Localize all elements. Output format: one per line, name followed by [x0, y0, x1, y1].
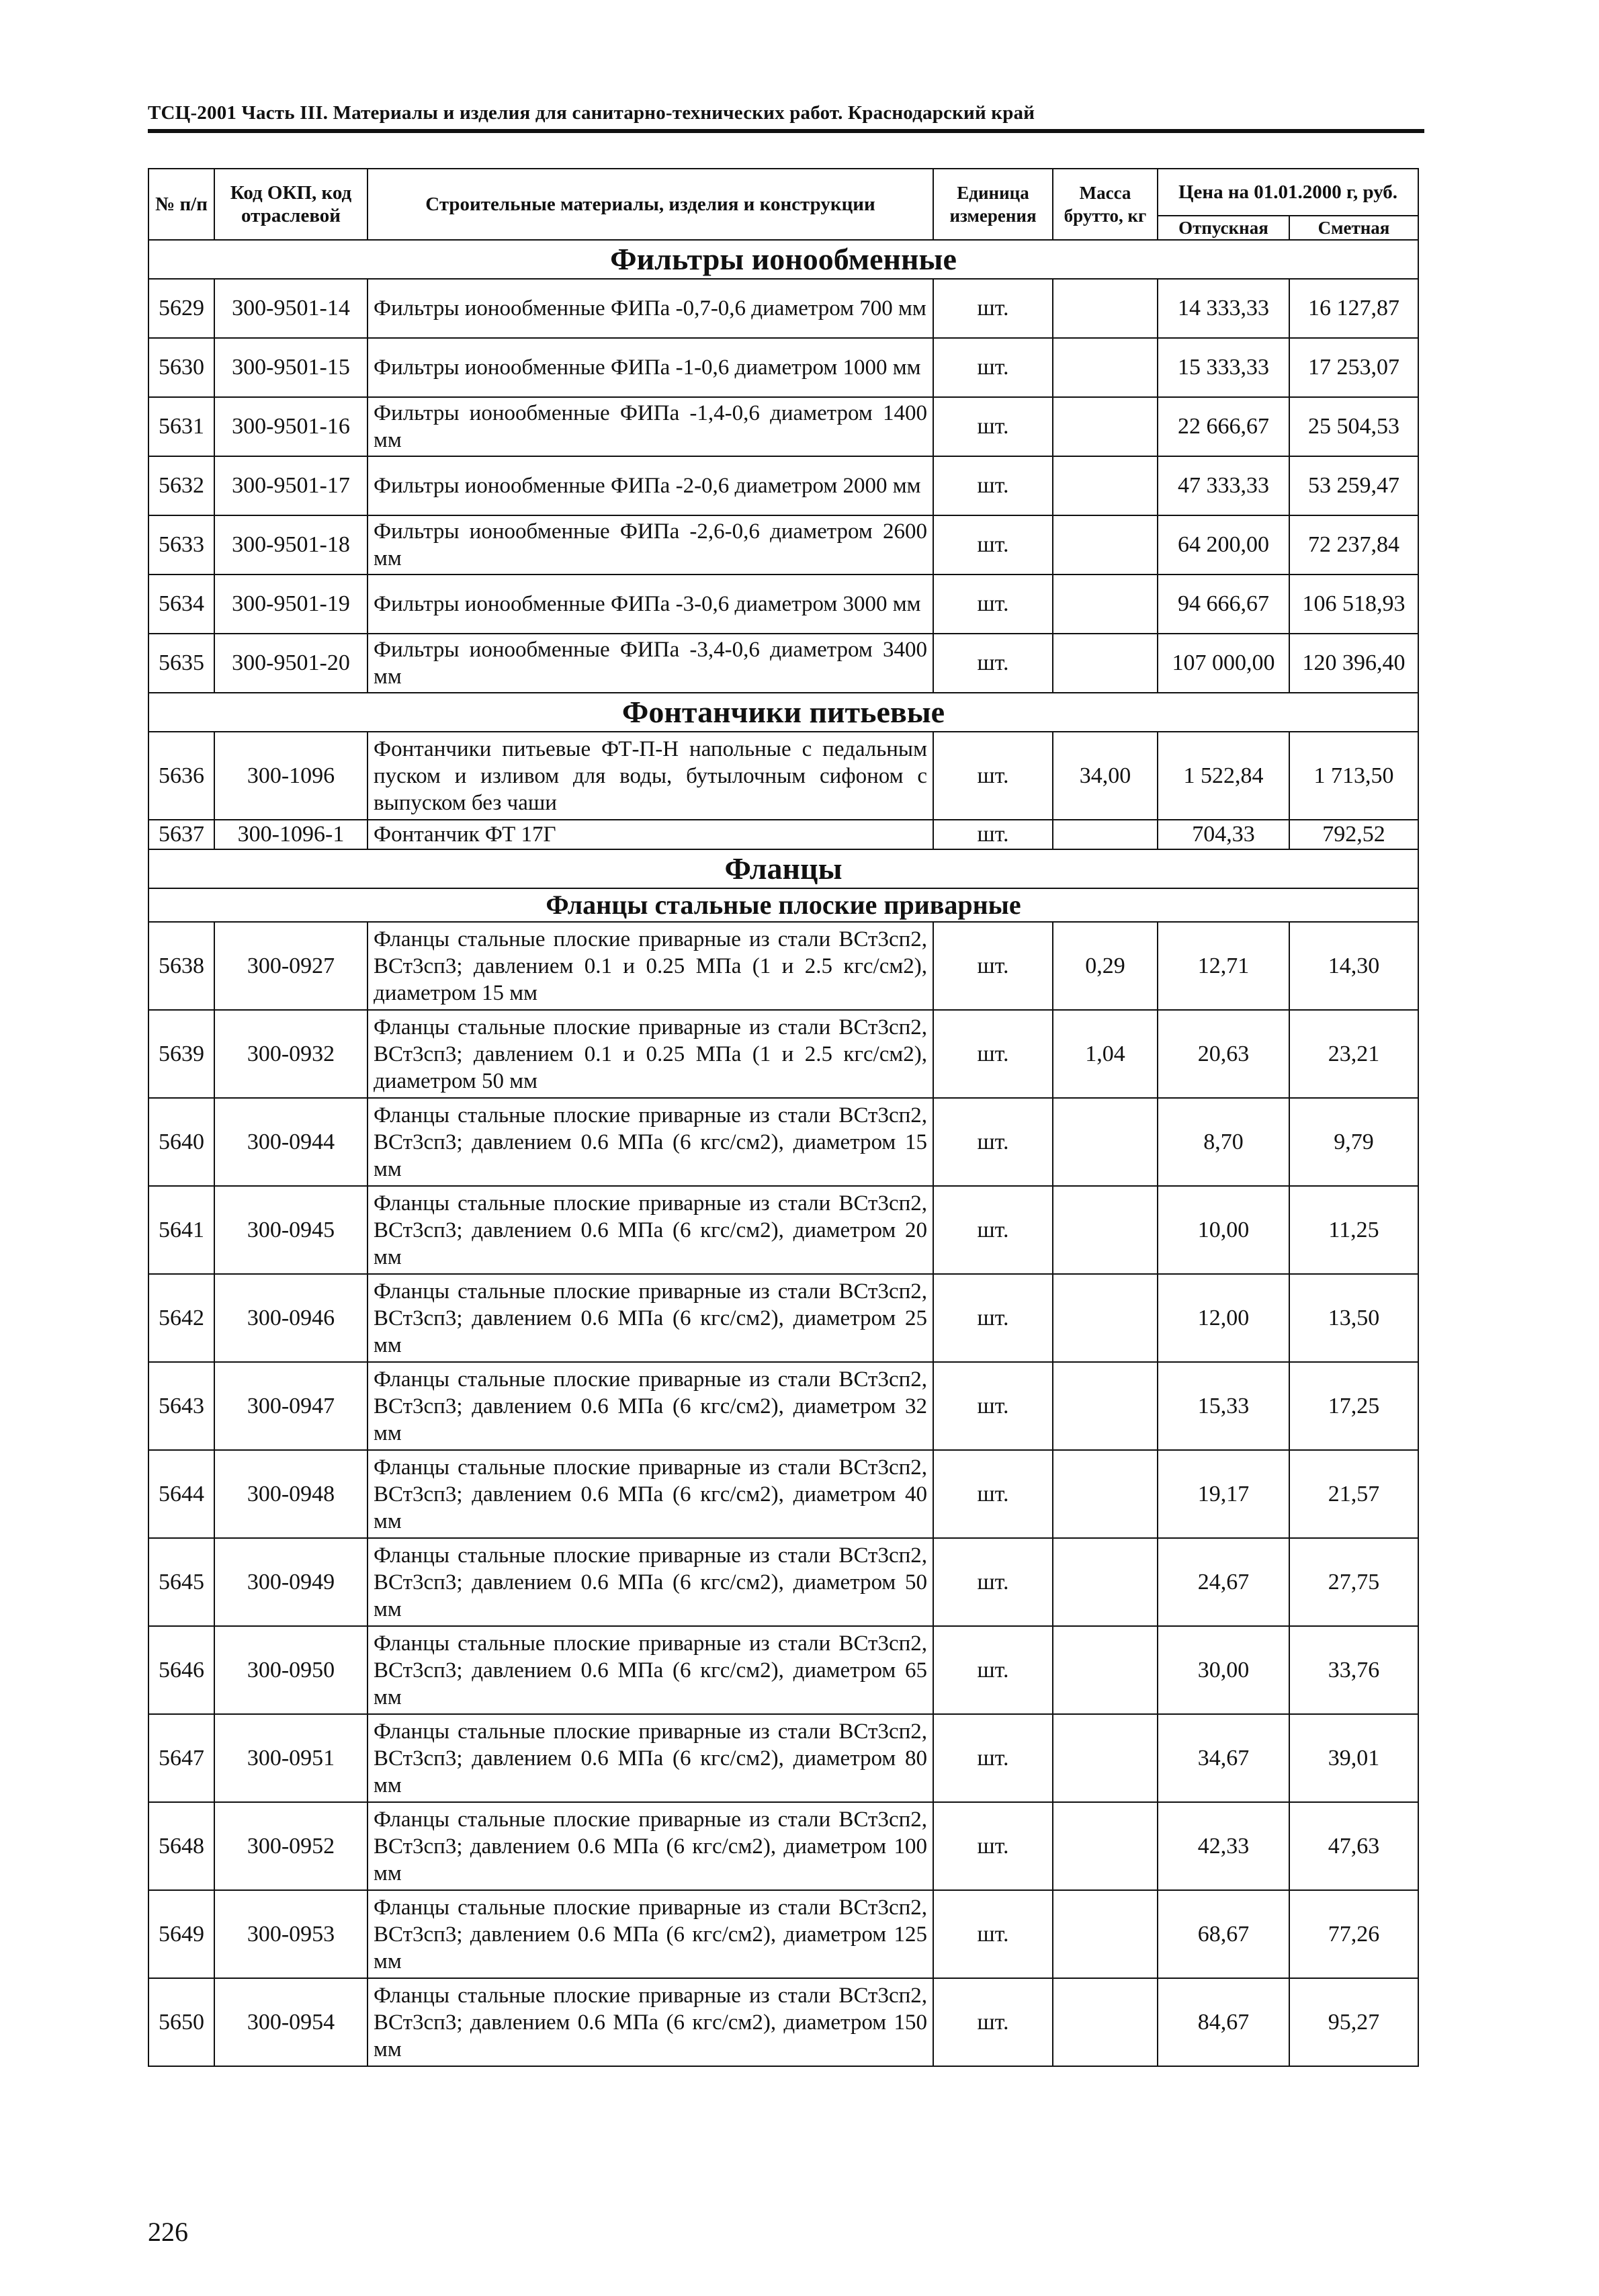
row-price: 14 333,33: [1158, 279, 1289, 338]
row-mass: [1053, 279, 1158, 338]
table-row: [148, 397, 1418, 456]
row-description: Фланцы стальные плоские приварные из стали ВСт3сп2, ВСт3сп3; давлением 0.6 МПа (6 кгс/см2), диаметром 80 мм: [368, 1714, 933, 1802]
row-unit: шт.: [933, 1978, 1053, 2066]
row-unit: шт.: [933, 1890, 1053, 1978]
row-price: 107 000,00: [1158, 634, 1289, 693]
row-mass: [1053, 1186, 1158, 1274]
table-row: [148, 820, 1418, 849]
row-number: 5633: [148, 515, 214, 575]
row-description: Фланцы стальные плоские приварные из стали ВСт3сп2, ВСт3сп3; давлением 0.6 МПа (6 кгс/см2), диаметром 40 мм: [368, 1450, 933, 1538]
row-code: 300-0951: [214, 1714, 368, 1802]
row-unit: шт.: [933, 922, 1053, 1010]
row-description: Фильтры ионообменные ФИПа -3-0,6 диаметром 3000 мм: [368, 575, 933, 634]
row-description: Фланцы стальные плоские приварные из стали ВСт3сп2, ВСт3сп3; давлением 0.6 МПа (6 кгс/см2), диаметром 25 мм: [368, 1274, 933, 1362]
row-number: 5648: [148, 1802, 214, 1890]
table-row: [148, 1098, 1418, 1186]
row-description: Фильтры ионообменные ФИПа -2,6-0,6 диаметром 2600 мм: [368, 515, 933, 575]
row-description: Фланцы стальные плоские приварные из стали ВСт3сп2, ВСт3сп3; давлением 0.6 МПа (6 кгс/см2), диаметром 65 мм: [368, 1626, 933, 1714]
col-header-mass: Масса брутто, кг: [1053, 169, 1158, 240]
row-mass: [1053, 1538, 1158, 1626]
row-mass: [1053, 1098, 1158, 1186]
row-price: 12,71: [1158, 922, 1289, 1010]
row-unit: шт.: [933, 1626, 1053, 1714]
row-number: 5643: [148, 1362, 214, 1450]
row-price: 15 333,33: [1158, 338, 1289, 397]
row-estimate: 792,52: [1289, 820, 1418, 849]
section-title: Фильтры ионообменные: [148, 240, 1418, 279]
page-number: 226: [148, 2217, 188, 2247]
row-estimate: 39,01: [1289, 1714, 1418, 1802]
row-price: 68,67: [1158, 1890, 1289, 1978]
row-estimate: 53 259,47: [1289, 456, 1418, 515]
row-code: 300-0947: [214, 1362, 368, 1450]
row-number: 5636: [148, 732, 214, 820]
row-price: 19,17: [1158, 1450, 1289, 1538]
row-unit: шт.: [933, 1714, 1053, 1802]
table-row: [148, 922, 1418, 1010]
row-description: Фланцы стальные плоские приварные из стали ВСт3сп2, ВСт3сп3; давлением 0.1 и 0.25 МПа (1 и 2.5 кгс/см2), диаметром 15 мм: [368, 922, 933, 1010]
row-estimate: 77,26: [1289, 1890, 1418, 1978]
row-price: 15,33: [1158, 1362, 1289, 1450]
row-estimate: 120 396,40: [1289, 634, 1418, 693]
row-code: 300-0953: [214, 1890, 368, 1978]
row-number: 5640: [148, 1098, 214, 1186]
row-code: 300-0954: [214, 1978, 368, 2066]
row-unit: шт.: [933, 515, 1053, 575]
row-code: 300-9501-19: [214, 575, 368, 634]
row-mass: [1053, 338, 1158, 397]
row-code: 300-9501-17: [214, 456, 368, 515]
row-estimate: 25 504,53: [1289, 397, 1418, 456]
section-header: [148, 849, 1418, 888]
row-code: 300-0948: [214, 1450, 368, 1538]
row-description: Фонтанчики питьевые ФТ-П-Н напольные с педальным пуском и изливом для воды, бутылочным сифоном с выпуском без чаши: [368, 732, 933, 820]
section-header: [148, 240, 1418, 279]
row-estimate: 17,25: [1289, 1362, 1418, 1450]
row-price: 94 666,67: [1158, 575, 1289, 634]
row-mass: [1053, 515, 1158, 575]
row-estimate: 95,27: [1289, 1978, 1418, 2066]
row-unit: шт.: [933, 575, 1053, 634]
row-estimate: 72 237,84: [1289, 515, 1418, 575]
row-mass: [1053, 1450, 1158, 1538]
row-mass: [1053, 820, 1158, 849]
table-row: [148, 515, 1418, 575]
row-number: 5630: [148, 338, 214, 397]
row-description: Фильтры ионообменные ФИПа -1,4-0,6 диаметром 1400 мм: [368, 397, 933, 456]
row-mass: 34,00: [1053, 732, 1158, 820]
row-price: 42,33: [1158, 1802, 1289, 1890]
row-mass: 1,04: [1053, 1010, 1158, 1098]
row-number: 5645: [148, 1538, 214, 1626]
row-estimate: 23,21: [1289, 1010, 1418, 1098]
row-mass: [1053, 1714, 1158, 1802]
row-description: Фланцы стальные плоские приварные из стали ВСт3сп2, ВСт3сп3; давлением 0.6 МПа (6 кгс/см2), диаметром 125 мм: [368, 1890, 933, 1978]
row-mass: [1053, 456, 1158, 515]
table-row: [148, 456, 1418, 515]
row-price: 20,63: [1158, 1010, 1289, 1098]
row-description: Фланцы стальные плоские приварные из стали ВСт3сп2, ВСт3сп3; давлением 0.6 МПа (6 кгс/см2), диаметром 50 мм: [368, 1538, 933, 1626]
table-row: [148, 338, 1418, 397]
row-mass: [1053, 1978, 1158, 2066]
table-row: [148, 634, 1418, 693]
row-unit: шт.: [933, 1010, 1053, 1098]
table-row: [148, 1714, 1418, 1802]
row-number: 5635: [148, 634, 214, 693]
subsection-title: Фланцы стальные плоские приварные: [148, 888, 1418, 922]
row-mass: [1053, 634, 1158, 693]
row-estimate: 16 127,87: [1289, 279, 1418, 338]
row-number: 5639: [148, 1010, 214, 1098]
row-unit: шт.: [933, 1098, 1053, 1186]
table-row: [148, 279, 1418, 338]
row-price: 12,00: [1158, 1274, 1289, 1362]
row-price: 10,00: [1158, 1186, 1289, 1274]
row-description: Фланцы стальные плоские приварные из стали ВСт3сп2, ВСт3сп3; давлением 0.6 МПа (6 кгс/см2), диаметром 150 мм: [368, 1978, 933, 2066]
row-code: 300-9501-18: [214, 515, 368, 575]
row-estimate: 27,75: [1289, 1538, 1418, 1626]
row-price: 22 666,67: [1158, 397, 1289, 456]
row-number: 5644: [148, 1450, 214, 1538]
col-header-price-group: Цена на 01.01.2000 г, руб.: [1158, 169, 1418, 216]
row-estimate: 1 713,50: [1289, 732, 1418, 820]
section-header: [148, 693, 1418, 732]
row-number: 5637: [148, 820, 214, 849]
row-unit: шт.: [933, 1802, 1053, 1890]
row-code: 300-0950: [214, 1626, 368, 1714]
row-unit: шт.: [933, 279, 1053, 338]
table-row: [148, 575, 1418, 634]
price-table: [148, 168, 1419, 2067]
row-estimate: 11,25: [1289, 1186, 1418, 1274]
row-description: Фланцы стальные плоские приварные из стали ВСт3сп2, ВСт3сп3; давлением 0.6 МПа (6 кгс/см2), диаметром 15 мм: [368, 1098, 933, 1186]
table-row: [148, 1362, 1418, 1450]
table-row: [148, 1186, 1418, 1274]
table-row: [148, 1890, 1418, 1978]
row-price: 24,67: [1158, 1538, 1289, 1626]
row-mass: [1053, 575, 1158, 634]
row-price: 34,67: [1158, 1714, 1289, 1802]
row-unit: шт.: [933, 1274, 1053, 1362]
row-description: Фланцы стальные плоские приварные из стали ВСт3сп2, ВСт3сп3; давлением 0.1 и 0.25 МПа (1 и 2.5 кгс/см2), диаметром 50 мм: [368, 1010, 933, 1098]
row-code: 300-9501-14: [214, 279, 368, 338]
row-unit: шт.: [933, 1186, 1053, 1274]
row-price: 64 200,00: [1158, 515, 1289, 575]
row-estimate: 33,76: [1289, 1626, 1418, 1714]
row-unit: шт.: [933, 1538, 1053, 1626]
row-price: 84,67: [1158, 1978, 1289, 2066]
page-header: ТСЦ-2001 Часть III. Материалы и изделия для санитарно-технических работ. Краснодарский край: [148, 102, 1035, 124]
row-code: 300-9501-16: [214, 397, 368, 456]
row-unit: шт.: [933, 456, 1053, 515]
row-code: 300-0945: [214, 1186, 368, 1274]
row-number: 5647: [148, 1714, 214, 1802]
row-unit: шт.: [933, 732, 1053, 820]
col-header-price: Отпускная: [1158, 216, 1289, 240]
row-code: 300-0946: [214, 1274, 368, 1362]
row-estimate: 47,63: [1289, 1802, 1418, 1890]
row-code: 300-0952: [214, 1802, 368, 1890]
row-code: 300-0944: [214, 1098, 368, 1186]
row-number: 5632: [148, 456, 214, 515]
row-price: 704,33: [1158, 820, 1289, 849]
col-header-estimate: Сметная: [1289, 216, 1418, 240]
row-estimate: 21,57: [1289, 1450, 1418, 1538]
row-description: Фланцы стальные плоские приварные из стали ВСт3сп2, ВСт3сп3; давлением 0.6 МПа (6 кгс/см2), диаметром 32 мм: [368, 1362, 933, 1450]
row-price: 8,70: [1158, 1098, 1289, 1186]
row-number: 5629: [148, 279, 214, 338]
row-code: 300-1096-1: [214, 820, 368, 849]
row-code: 300-0932: [214, 1010, 368, 1098]
row-mass: [1053, 1802, 1158, 1890]
row-code: 300-0949: [214, 1538, 368, 1626]
row-code: 300-9501-15: [214, 338, 368, 397]
row-number: 5649: [148, 1890, 214, 1978]
row-description: Фильтры ионообменные ФИПа -3,4-0,6 диаметром 3400 мм: [368, 634, 933, 693]
row-number: 5634: [148, 575, 214, 634]
subsection-header: [148, 888, 1418, 922]
table-row: [148, 1978, 1418, 2066]
row-mass: [1053, 397, 1158, 456]
row-estimate: 14,30: [1289, 922, 1418, 1010]
row-price: 47 333,33: [1158, 456, 1289, 515]
row-price: 30,00: [1158, 1626, 1289, 1714]
row-unit: шт.: [933, 338, 1053, 397]
row-code: 300-0927: [214, 922, 368, 1010]
row-number: 5641: [148, 1186, 214, 1274]
col-header-code: Код ОКП, код отраслевой: [214, 169, 368, 240]
col-header-no: № п/п: [148, 169, 214, 240]
row-estimate: 9,79: [1289, 1098, 1418, 1186]
row-description: Фланцы стальные плоские приварные из стали ВСт3сп2, ВСт3сп3; давлением 0.6 МПа (6 кгс/см2), диаметром 100 мм: [368, 1802, 933, 1890]
row-estimate: 106 518,93: [1289, 575, 1418, 634]
row-description: Фильтры ионообменные ФИПа -2-0,6 диаметром 2000 мм: [368, 456, 933, 515]
row-code: 300-9501-20: [214, 634, 368, 693]
section-title: Фонтанчики питьевые: [148, 693, 1418, 732]
row-code: 300-1096: [214, 732, 368, 820]
row-number: 5642: [148, 1274, 214, 1362]
row-unit: шт.: [933, 1450, 1053, 1538]
row-mass: [1053, 1362, 1158, 1450]
col-header-unit: Единица измерения: [933, 169, 1053, 240]
table-row: [148, 732, 1418, 820]
header-rule: [148, 129, 1424, 133]
row-unit: шт.: [933, 820, 1053, 849]
row-description: Фильтры ионообменные ФИПа -0,7-0,6 диаметром 700 мм: [368, 279, 933, 338]
row-description: Фланцы стальные плоские приварные из стали ВСт3сп2, ВСт3сп3; давлением 0.6 МПа (6 кгс/см2), диаметром 20 мм: [368, 1186, 933, 1274]
row-mass: [1053, 1274, 1158, 1362]
row-number: 5638: [148, 922, 214, 1010]
table-row: [148, 1626, 1418, 1714]
table-row: [148, 1538, 1418, 1626]
row-mass: 0,29: [1053, 922, 1158, 1010]
table-row: [148, 1802, 1418, 1890]
row-unit: шт.: [933, 1362, 1053, 1450]
row-estimate: 17 253,07: [1289, 338, 1418, 397]
row-price: 1 522,84: [1158, 732, 1289, 820]
row-description: Фонтанчик ФТ 17Г: [368, 820, 933, 849]
row-estimate: 13,50: [1289, 1274, 1418, 1362]
table-row: [148, 1010, 1418, 1098]
row-number: 5650: [148, 1978, 214, 2066]
row-number: 5631: [148, 397, 214, 456]
row-unit: шт.: [933, 397, 1053, 456]
col-header-desc: Строительные материалы, изделия и конструкции: [368, 169, 933, 240]
table-row: [148, 1450, 1418, 1538]
row-unit: шт.: [933, 634, 1053, 693]
row-mass: [1053, 1890, 1158, 1978]
row-mass: [1053, 1626, 1158, 1714]
section-title: Фланцы: [148, 849, 1418, 888]
table-row: [148, 1274, 1418, 1362]
row-description: Фильтры ионообменные ФИПа -1-0,6 диаметром 1000 мм: [368, 338, 933, 397]
row-number: 5646: [148, 1626, 214, 1714]
